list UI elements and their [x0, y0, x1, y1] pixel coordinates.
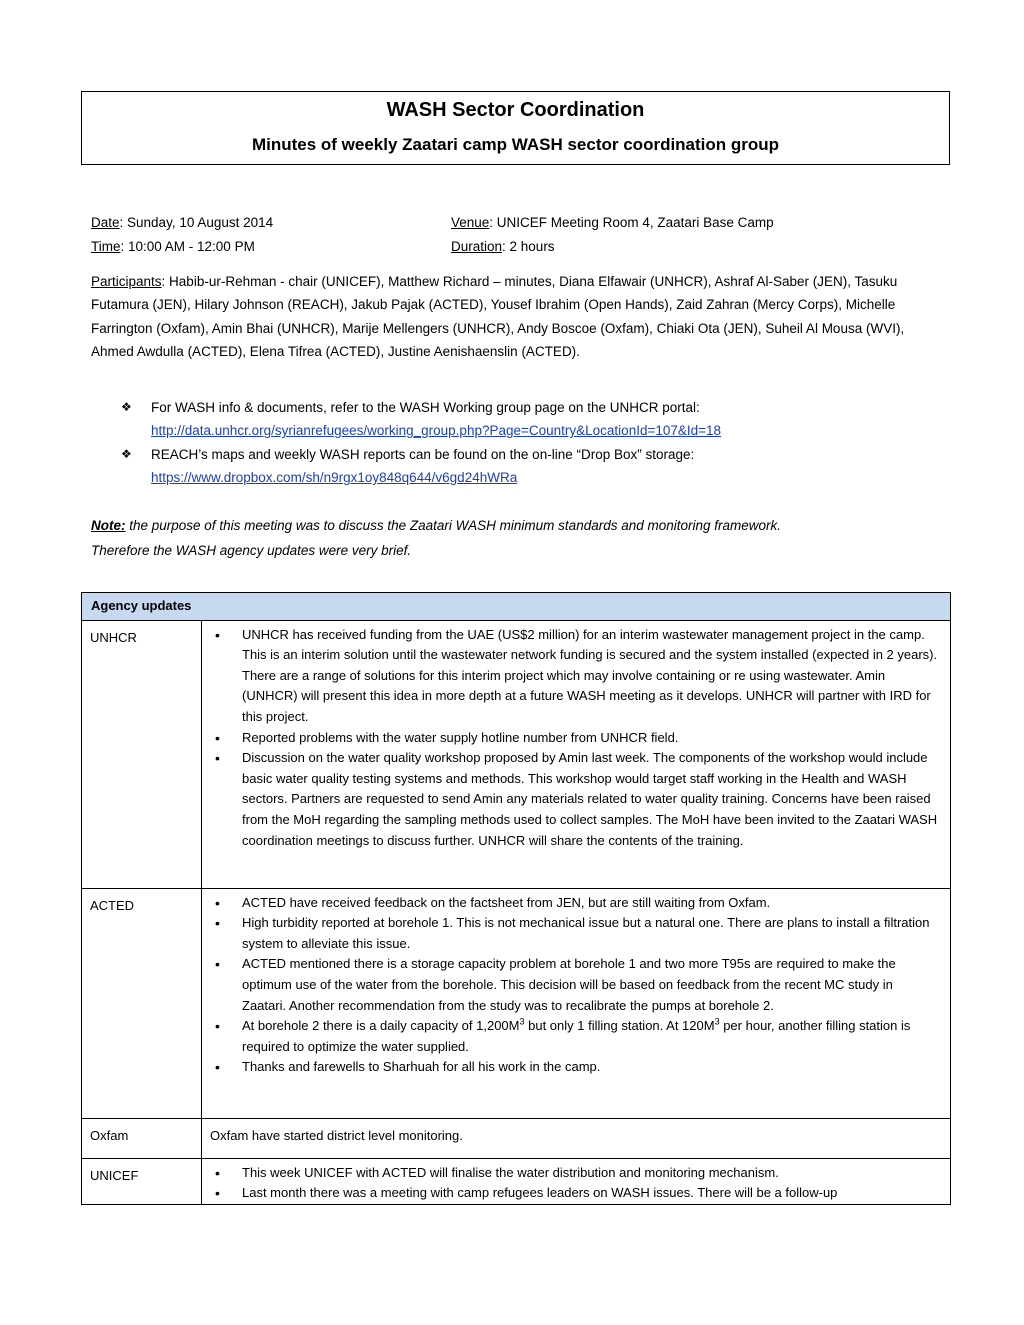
table-row	[82, 888, 951, 1118]
unhcr-portal-link[interactable]: http://data.unhcr.org/syrianrefugees/working_group.php?Page=Country&LocationId=107&Id=18	[151, 423, 722, 439]
list-item: • This week UNICEF with ACTED will finalise the water distribution and monitoring mechanism.	[202, 1163, 940, 1184]
update-text: Oxfam have started district level monitoring.	[210, 1127, 463, 1143]
superscript-3: 3	[714, 1016, 720, 1027]
capacity-text-c: per hour, another filling station is required to optimize the water supplied.	[242, 1018, 911, 1054]
capacity-text-b: but only 1 filling station. At 120M	[524, 1018, 715, 1034]
agency-update	[202, 888, 951, 1118]
participants-label: Participants	[91, 274, 162, 289]
resource-list	[120, 396, 950, 490]
agency-name: Oxfam	[82, 1118, 202, 1158]
agency-update	[202, 1118, 951, 1158]
diamond-bullet-icon: ❖	[121, 446, 132, 461]
agency-update	[202, 1158, 951, 1204]
note-line-1: the purpose of this meeting was to discuss the Zaatari WASH minimum standards and monitoring framework.	[125, 518, 782, 533]
dropbox-link[interactable]: https://www.dropbox.com/sh/n9rgx1oy848q644/v6gd24hWRa	[151, 470, 518, 486]
meta-time	[91, 236, 255, 258]
list-item: • Last month there was a meeting with camp refugees leaders on WASH issues. There will be a follow-up	[202, 1183, 940, 1204]
table-header-row	[82, 593, 951, 621]
meta-venue	[451, 212, 774, 234]
resource-text: For WASH info & documents, refer to the WASH Working group page on the UNHCR portal:	[151, 400, 700, 415]
note-label: Note:	[91, 518, 126, 533]
agency-updates-table	[81, 592, 951, 1205]
participants-text: : Habib-ur-Rehman - chair (UNICEF), Matthew Richard – minutes, Diana Elfawair (UNHCR), Ashraf Al-Saber (JEN), Tasuku Futamura (JEN), Hilary Johnson (REACH), Jakub Pajak (ACTED), Yousef Ibrahim (Open Hands), Zaid Zahran (Mercy Corps), Michelle Farrington (Oxfam), Amin Bhai (UNHCR), Marije Mellengers (UNHCR), Andy Boscoe (Oxfam), Chiaki Ota (JEN), Suheil Al Mousa (WVI), Ahmed Awdulla (ACTED), Elena Tifrea (ACTED), Justine Aenishaenslin (ACTED).	[91, 274, 905, 360]
superscript-3: 3	[519, 1016, 525, 1027]
list-item: • Discussion on the water quality workshop proposed by Amin last week. The components of the workshop would include basic water quality testing systems and methods. This workshop would target staff working in the Health and WASH sectors. Partners are requested to send Amin any materials related to water quality training. Concerns have been raised from the MoH regarding the sampling methods used to collect samples. The MoH have been invited to the Zaatari WASH coordination meetings to discuss further. UNHCR will share the contents of the training.	[202, 748, 940, 851]
resource-text: REACH’s maps and weekly WASH reports can be found on the on-line “Drop Box” storage:	[151, 446, 695, 462]
diamond-bullet-icon: ❖	[121, 400, 132, 414]
list-item: • ACTED have received feedback on the factsheet from JEN, but are still waiting from Oxfam.	[202, 893, 940, 914]
meeting-note	[91, 513, 946, 563]
note-line-2: Therefore the WASH agency updates were very brief.	[91, 543, 412, 558]
list-item: • High turbidity reported at borehole 1. This is not mechanical issue but a natural one. There are plans to install a filtration system to alleviate this issue.	[202, 913, 940, 954]
time-label: Time	[91, 239, 121, 254]
agency-update	[202, 620, 951, 888]
resource-item	[120, 396, 950, 443]
document-subtitle: Minutes of weekly Zaatari camp WASH sector coordination group	[251, 135, 780, 154]
table-header: Agency updates	[82, 593, 951, 621]
agency-name: UNHCR	[82, 620, 202, 888]
table-row	[82, 1118, 951, 1158]
date-value: : Sunday, 10 August 2014	[119, 215, 274, 230]
title-box	[81, 91, 950, 165]
meta-duration	[451, 236, 555, 258]
capacity-text-a: At borehole 2 there is a daily capacity of 1,200M	[242, 1018, 520, 1034]
venue-label: Venue	[451, 215, 490, 230]
time-value: : 10:00 AM - 12:00 PM	[120, 239, 255, 254]
participants	[91, 270, 946, 364]
list-item: • UNHCR has received funding from the UAE (US$2 million) for an interim wastewater management project in the camp. This is an interim solution until the wastewater network funding is secured and the system installed (expected in 2 years). There are a range of solutions for this interim project which may involve containing or re using wastewater. Amin (UNHCR) will present this idea in more depth at a future WASH meeting as it develops. UNHCR will partner with IRD for this project.	[202, 625, 940, 728]
list-item: • ACTED mentioned there is a storage capacity problem at borehole 1 and two more T95s are required to make the optimum use of the water from the borehole. This decision will be based on feedback from the recent MC study in Zaatari. Another recommendation from the study was to recalibrate the pumps at borehole 2.	[202, 954, 940, 1016]
list-item: • Reported problems with the water supply hotline number from UNHCR field.	[202, 728, 940, 749]
agency-name: ACTED	[82, 888, 202, 1118]
date-label: Date	[91, 215, 120, 230]
table-row	[82, 620, 951, 888]
list-item	[202, 1016, 940, 1057]
document-title: WASH Sector Coordination	[386, 99, 645, 121]
agency-name: UNICEF	[82, 1158, 202, 1204]
meta-date	[91, 212, 273, 234]
resource-item	[120, 443, 950, 490]
list-item: • Thanks and farewells to Sharhuah for all his work in the camp.	[202, 1057, 940, 1078]
duration-value: : 2 hours	[502, 239, 555, 254]
venue-value: : UNICEF Meeting Room 4, Zaatari Base Camp	[489, 215, 774, 230]
duration-label: Duration	[451, 239, 503, 254]
table-row	[82, 1158, 951, 1204]
